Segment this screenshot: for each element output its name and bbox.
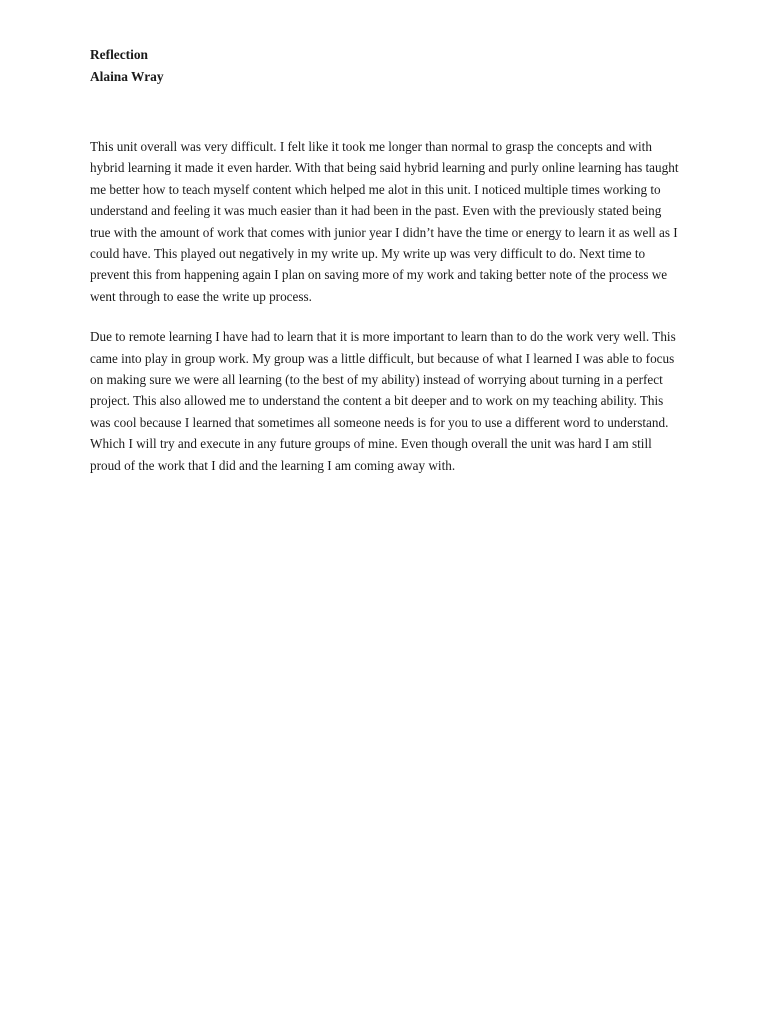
paragraph-2: Due to remote learning I have had to learn that it is more important to learn than to do the work very well. This came into play in group work. My group was a little difficult, but because of what I learned I was able to focus on making sure we were all learning (to the best of my ability) instead of worrying about turning in a perfect project. This also allowed me to understand the content a bit deeper and to work on my teaching ability. This was cool because I learned that sometimes all someone needs is for you to use a different word to understand. Which I will try and execute in any future groups of mine. Even though overall the unit was hard I am still proud of the work that I did and the learning I am coming away with. [90, 329, 676, 473]
document-author: Alaina Wray [90, 69, 164, 84]
paragraph-1: This unit overall was very difficult. I felt like it took me longer than normal to grasp the concepts and with hybrid learning it made it even harder. With that being said hybrid learning and purly online learning has taught me better how to teach myself content which helped me alot in this unit. I noticed multiple times working to understand and feeling it was much easier than it had been in the past. Even with the previously stated being true with the amount of work that comes with junior year I didn’t have the time or energy to learn it as well as I could have. This played out negatively in my write up. My write up was very difficult to do. Next time to prevent this from happening again I plan on saving more of my work and taking better note of the process we went through to ease the write up process. [90, 139, 679, 304]
document-title: Reflection [90, 47, 149, 62]
document-body [90, 44, 682, 476]
